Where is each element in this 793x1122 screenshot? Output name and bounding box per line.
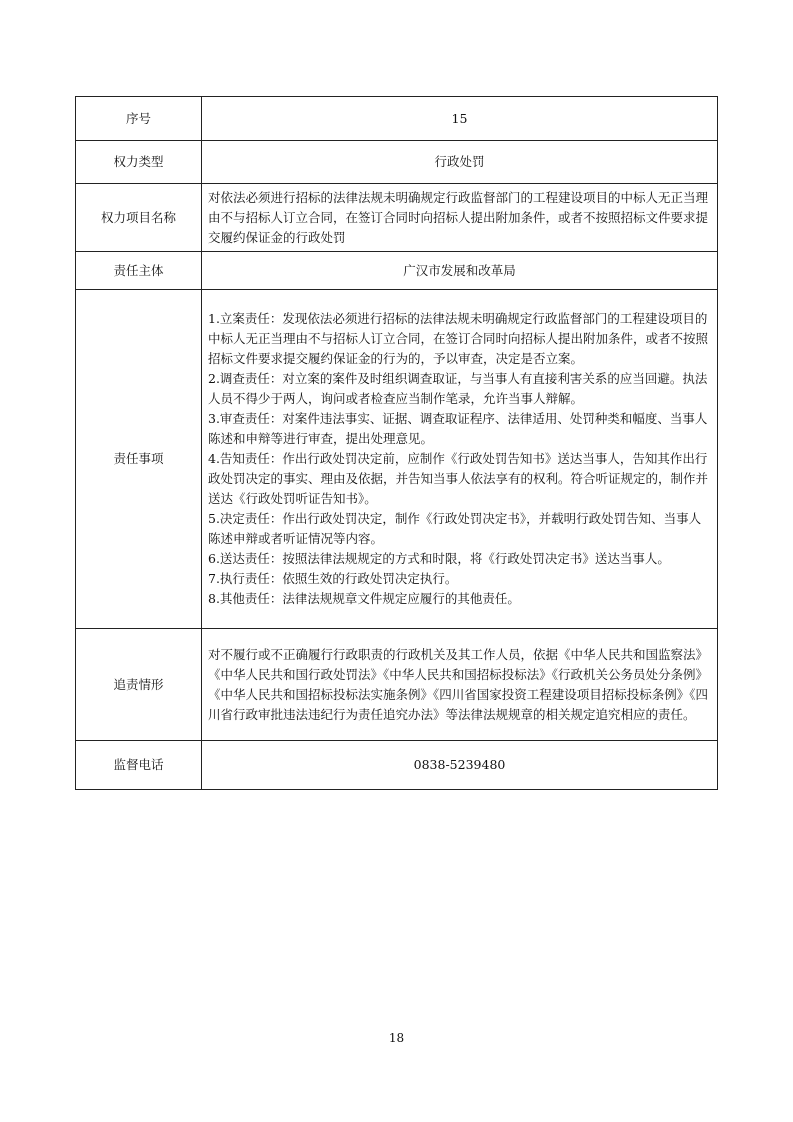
row-responsible-entity <box>76 252 718 290</box>
row-power-item-name <box>76 184 718 252</box>
row-responsibility-items <box>76 290 718 629</box>
responsibility-items-list <box>202 290 718 629</box>
responsibility-table <box>75 96 718 790</box>
power-item-name-label: 权力项目名称 <box>76 184 202 252</box>
power-type-value: 行政处罚 <box>202 141 718 184</box>
row-serial-number <box>76 97 718 141</box>
responsibility-items-label: 责任事项 <box>76 290 202 629</box>
serial-number-value: 15 <box>202 97 718 141</box>
responsibility-item-investigation: 2.调查责任：对立案的案件及时组织调查取证，与当事人有直接利害关系的应当回避。执法人员不得少于两人，询问或者检查应当制作笔录，允许当事人辩解。 <box>208 371 708 406</box>
supervision-phone-value: 0838-5239480 <box>202 741 718 790</box>
responsibility-item-review: 3.审查责任：对案件违法事实、证据、调查取证程序、法律适用、处罚种类和幅度、当事人陈述和申辩等进行审查，提出处理意见。 <box>208 411 708 446</box>
responsibility-item-execution: 7.执行责任：依照生效的行政处罚决定执行。 <box>208 571 458 586</box>
power-item-name-value: 对依法必须进行招标的法律法规未明确规定行政监督部门的工程建设项目的中标人无正当理由不与招标人订立合同，在签订合同时向招标人提出附加条件，或者不按照招标文件要求提交履约保证金的行政处罚 <box>202 184 718 252</box>
responsible-entity-value: 广汉市发展和改革局 <box>202 252 718 290</box>
serial-number-label: 序号 <box>76 97 202 141</box>
power-type-label: 权力类型 <box>76 141 202 184</box>
row-power-type <box>76 141 718 184</box>
responsibility-item-other: 8.其他责任：法律法规规章文件规定应履行的其他责任。 <box>208 591 520 606</box>
responsible-entity-label: 责任主体 <box>76 252 202 290</box>
supervision-phone-label: 监督电话 <box>76 741 202 790</box>
responsibility-item-delivery: 6.送达责任：按照法律法规规定的方式和时限，将《行政处罚决定书》送达当事人。 <box>208 551 670 566</box>
responsibility-item-decision: 5.决定责任：作出行政处罚决定，制作《行政处罚决定书》，并载明行政处罚告知、当事人陈述申辩或者听证情况等内容。 <box>208 511 702 546</box>
responsibility-item-filing: 1.立案责任：发现依法必须进行招标的法律法规未明确规定行政监督部门的工程建设项目的中标人无正当理由不与招标人订立合同，在签订合同时向招标人提出附加条件，或者不按照招标文件要求提交履约保证金的行为的，予以审查，决定是否立案。 <box>208 311 709 366</box>
page-number: 18 <box>388 1031 405 1045</box>
row-supervision-phone <box>76 741 718 790</box>
responsibility-item-notification: 4.告知责任：作出行政处罚决定前，应制作《行政处罚告知书》送达当事人，告知其作出行政处罚决定的事实、理由及依据，并告知当事人依法享有的权利。符合听证规定的，制作并送达《行政处罚听证告知书》。 <box>208 451 709 506</box>
row-accountability <box>76 629 718 741</box>
accountability-label: 追责情形 <box>76 629 202 741</box>
accountability-value: 对不履行或不正确履行行政职责的行政机关及其工作人员，依据《中华人民共和国监察法》《中华人民共和国行政处罚法》《中华人民共和国招标投标法》《行政机关公务员处分条例》《中华人民共和国招标投标法实施条例》《四川省国家投资工程建设项目招标投标条例》《四川省行政审批违法违纪行为责任追究办法》等法律法规规章的相关规定追究相应的责任。 <box>202 629 718 741</box>
